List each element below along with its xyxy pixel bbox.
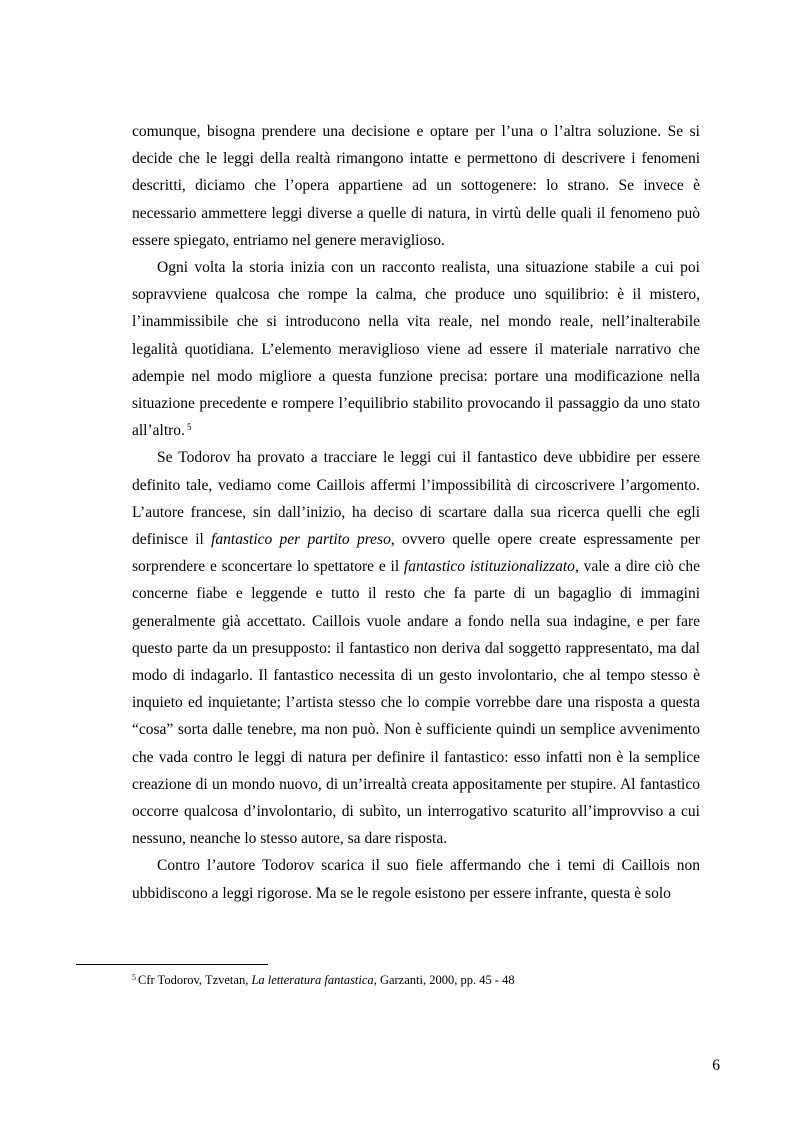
page-number: 6 — [712, 1057, 720, 1074]
footnote-reference[interactable]: 5 — [186, 422, 192, 433]
footnote: $^5$ Cfr Todorov, Tzvetan, La letteratura fantastica, Garzanti, 2000, pp. 45 - 48 — [132, 973, 515, 987]
footnote-book-title: La letteratura fantastica — [251, 973, 374, 987]
italic-term: fantastico istituzionalizzato — [403, 558, 575, 576]
paragraph: comunque, bisogna prendere una decisione e optare per l’una o l’altra soluzione. Se si decide che le leggi della realtà rimangono intatte e permettono di descrivere i fenomeni descritti, diciamo che l’opera appartiene ad un sottogenere: lo strano. Se invece è necessario ammettere leggi diverse a quelle di natura, in virtù delle quali il fenomeno può essere spiegato, entriamo nel genere meraviglioso. — [132, 123, 700, 249]
paragraph: Se Todorov ha provato a tracciare le leggi cui il fantastico deve ubbidire per essere definito tale, vediamo come Caillois affermi l’impossibilità di circoscrivere l’argomento. L’autore francese, sin dall’inizio, ha deciso di scartare dalla sua ricerca quelli che egli definisce il fantastico per partito preso, ovvero quelle opere create espressamente per sorprendere e sconcertare lo spettatore e il fantastico istituzionalizzato, vale a dire ciò che concerne fiabe e leggende e tutto il resto che fa parte di un bagaglio di immagini generalmente già accettato. Caillois vuole andare a fondo nella sua indagine, e per fare questo parte da un presupposto: il fantastico non deriva dal soggetto rappresentato, ma dal modo di indagarlo. Il fantastico necessita di un gesto involontario, che al tempo stesso è inquieto ed inquietante; l’artista stesso che lo compie vorrebbe dare una risposta a questa “cosa” sorta dalle tenebre, ma non può. Non è sufficiente quindi un semplice avvenimento che vada contro le leggi di natura per definire il fantastico: esso infatti non è la semplice creazione di un mondo nuovo, di un’irrealtà creata appositamente per stupire. Al fantastico occorre qualcosa d’involontario, di subìto, un interrogativo scaturito all’improvviso a cui nessuno, neanche lo stesso autore, sa dare risposta. — [132, 449, 700, 848]
footnote-separator — [76, 964, 268, 965]
paragraph: Contro l’autore Todorov scarica il suo fiele affermando che i temi di Caillois non ubbidiscono a leggi rigorose. Ma se le regole esistono per essere infrante, questa è solo — [132, 857, 700, 902]
paragraph: Ogni volta la storia inizia con un racconto realista, una situazione stabile a cui poi sopravviene qualcosa che rompe la calma, che produce uno squilibrio: è il mistero, l’inammissibile che si introducono nella vita reale, nel mondo reale, nell’inalterabile legalità quotidiana. L’elemento meraviglioso viene ad essere il materiale narrativo che adempie nel modo migliore a questa funzione precisa: portare una modificazione nella situazione precedente e rompere l’equilibrio stabilito provocando il passaggio da uno stato all’altro. $^5$ — [132, 259, 700, 440]
body-text — [132, 118, 700, 907]
footnote-number: 5 — [132, 973, 136, 982]
italic-term: fantastico per partito preso — [211, 531, 391, 549]
